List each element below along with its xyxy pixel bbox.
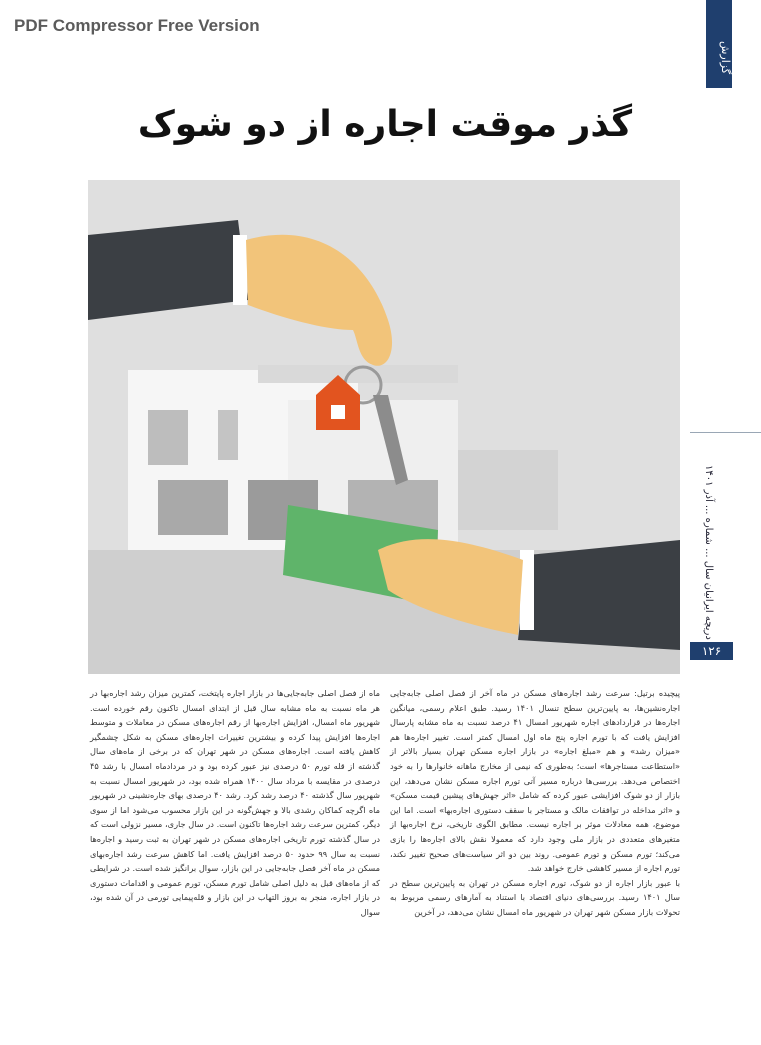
page-number: ۱۲۶: [690, 642, 733, 660]
side-caption: دریچه ایرانیان سال ... شماره ... آذر ۱۴۰۱: [703, 465, 714, 640]
section-tab: [706, 0, 732, 88]
side-divider: [690, 432, 761, 433]
pdf-watermark: PDF Compressor Free Version: [14, 16, 260, 35]
hero-image: [88, 180, 680, 674]
hero-illustration: [88, 180, 680, 674]
section-tab-label: گزارش: [719, 41, 732, 75]
bottom-sleeve: [518, 540, 680, 650]
paragraph: ماه از فصل اصلی جابه‌جایی‌ها در بازار اجاره پایتخت، کمترین میزان رشد اجاره‌بها در هر ماه نسبت به ماه مشابه سال قبل از ابتدای امسال تاکنون رقم خورده است. شهریور ماه امسال، افزایش اجاره‌بها از رقم اجاره‌های مسکن در معاملات و متوسط اجاره‌ها افزایش پیدا کرده و بیشترین تغییرات اجاره‌های مسکن به شکل چشمگیر کاهش یافته است. اجاره‌های مسکن در شهر تهران که در برخی از ماه‌های سال گذشته از قله تورم ۵۰ درصدی نیز عبور کرده بود و در مردادماه امسال با رشد ۴۵ درصدی در مقایسه با مرداد سال ۱۴۰۰ همراه شده بود، در شهریور امسال نسبت به شهریور سال گذشته ۴۰ درصد رشد کرد. رشد ۴۰ درصدی بهای جاره‌نشینی در شهریور ماه اگرچه کماکان رشدی بالا و جهش‌گونه در این بازار محسوب می‌شود اما از سوی دیگر، کمترین سرعت رشد اجاره‌ها تاکنون است. در سال جاری، مسیر نزولی است که در سال گذشته تورم تاریخی اجاره‌های مسکن در شهر تهران به ثبت رسید و اجاره‌ها نسبت به سال ۹۹ حدود ۵۰ درصد افزایش یافت. اما کاهش سرعت رشد اجاره‌بهای مسکن در ماه آخر فصل جابه‌جایی در این بازار، سوال برانگیز شده است. در شرایطی که از ماه‌های قبل به دلیل اصلی شامل تورم مسکن، تورم عمومی و اقدامات دستوری در بازار اجاره، منجر به بروز التهاب در این بازار و قله‌پیمایی تورمی در آن شده بود، سوال: [90, 688, 380, 917]
article-column-left: [90, 686, 380, 986]
paragraph: با عبور بازار اجاره از دو شوک، تورم اجاره مسکن در تهران به پایین‌ترین سطح در سال ۱۴۰۱ رسید. بررسی‌های دنیای اقتصاد با استناد به آمارهای رسمی مربوط به تحولات بازار مسکن شهر تهران در شهریور ماه امسال نشان می‌دهد، در آخرین: [390, 877, 681, 917]
paragraph: پیچیده برتیل: سرعت رشد اجاره‌های مسکن در ماه آخر از فصل اصلی جابه‌جایی اجاره‌نشین‌ها، به پایین‌ترین سطح تنسال ۱۴۰۱ رسید. طبق اعلام رسمی، میانگین اجاره‌ها در قراردادهای اجاره شهریور امسال ۴۱ درصد نسبت به ماه مشابه پارسال افزایش یافت که با تورم اجاره پنج ماه اول امسال کمتر است. تغییر اجاره‌ها هم «میزان رشد» و هم «مبلغ اجاره» در بازار اجاره مسکن تهران بسیار بالاتر از «استطاعت مستاجرها» است؛ به‌طوری که نیمی از مخارج ماهانه خانوارها را به خود اختصاص می‌دهد. بررسی‌ها درباره مسیر آتی تورم اجاره مسکن نشان می‌دهد، این بازار از دو شوک افزایشی عبور کرده که شامل «اثر جهش‌های پیشین قیمت مسکن» و «اثر مداخله در توافقات مالک و مستاجر با سقف دستوری اجاره‌بها» است. اما این موضوع، همه معادلات موثر بر اجاره نیست. مطابق الگوی تاریخی، نرخ اجاره‌بها از متغیرهای متعددی در بازار ملی وجود دارد که معمولا نقش بالای اجاره‌ها را بازی می‌کند؛ تورم مسکن و تورم عمومی. روند بین دو اثر سیاست‌های صحیح تغییر نکند، تورم اجاره از مسیر کاهشی خارج خواهد شد.: [390, 688, 681, 874]
article-column-right: [390, 686, 680, 986]
article-title: گذر موقت اجاره از دو شوک: [137, 104, 633, 145]
